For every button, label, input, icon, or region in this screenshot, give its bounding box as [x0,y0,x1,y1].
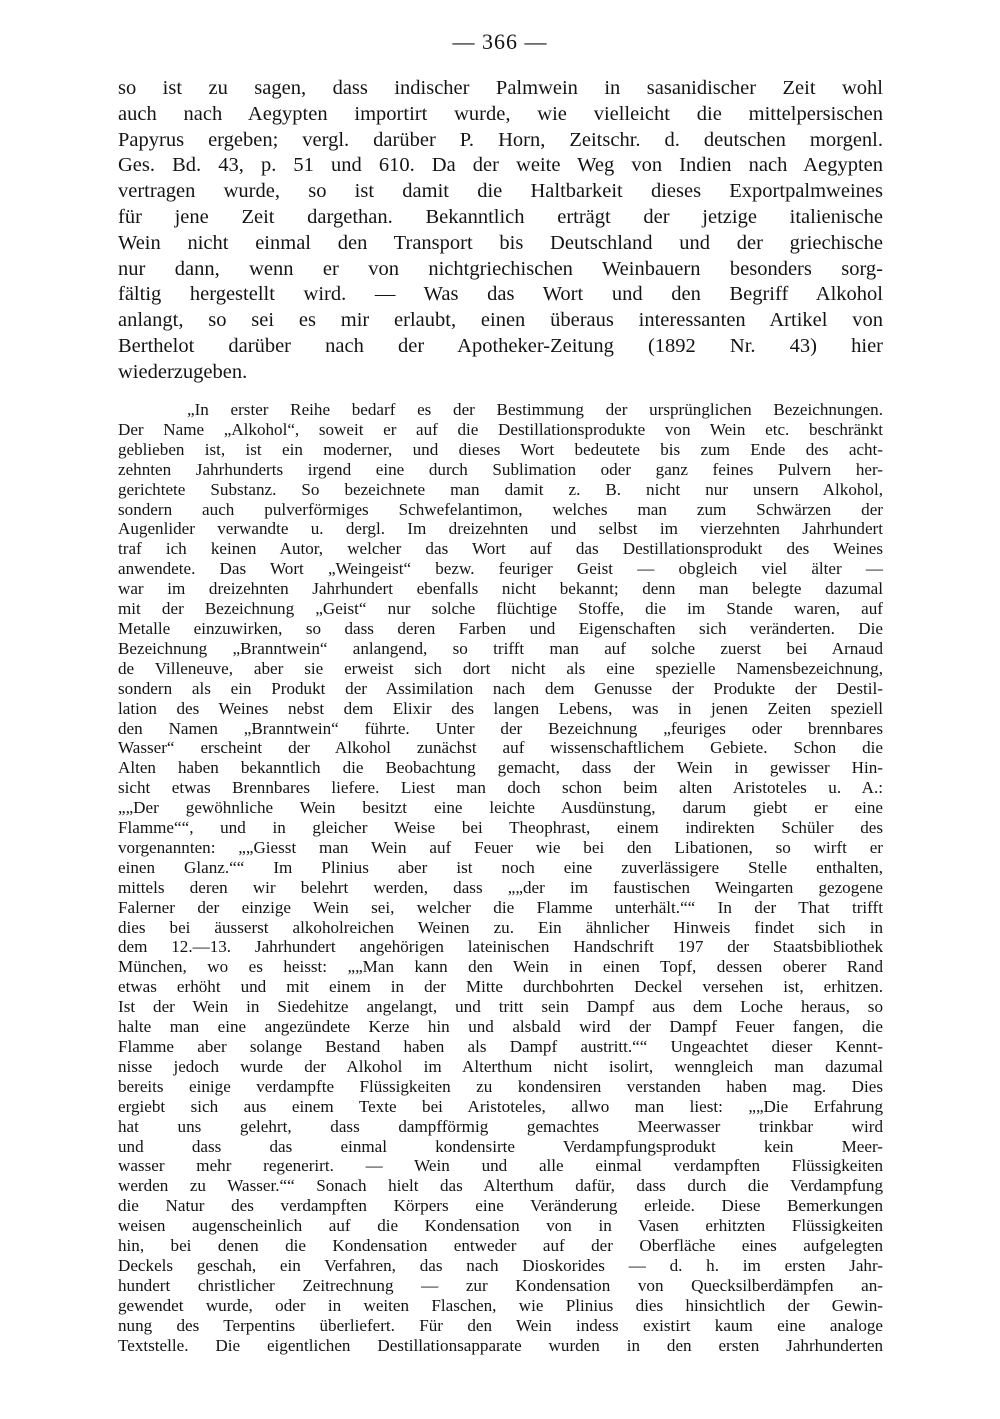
quote-text-line: Alten haben bekanntlich die Beobachtung gemacht, dass der Wein in gewisser Hin- [118,758,883,778]
quote-text-line: nisse jedoch wurde der Alkohol im Alterthum nicht isolirt, wenngleich man dazumal [118,1056,883,1076]
quote-text-line: Falerner der einzige Wein sei, welcher die Flamme unterhält.““ In der That trifft [118,897,883,917]
quote-text-line: Augenlider verwandte u. dergl. Im dreizehnten und selbst im vierzehnten Jahrhundert [118,519,883,539]
quote-text-line: anwendete. Das Wort „Weingeist“ bezw. feuriger Geist — obgleich viel älter — [118,559,883,579]
quote-text-line: Der Name „Alkohol“, soweit er auf die Destillationsprodukte von Wein etc. beschränkt [118,419,883,439]
quote-text-line: Deckels geschah, ein Verfahren, das nach Dioskorides — d. h. im ersten Jahr- [118,1255,883,1275]
body-paragraph [118,76,883,386]
body-text-line: anlangt, so sei es mir erlaubt, einen überaus interessanten Artikel von [118,309,883,332]
quote-text-line: sicht etwas Brennbares liefere. Liest man doch schon beim alten Aristoteles u. A.: [118,778,883,798]
body-text-line: Berthelot darüber nach der Apotheker-Zeitung (1892 Nr. 43) hier [118,334,883,357]
quote-text-line: etwas erhöht und mit einem in der Mitte durchbohrten Deckel versehen ist, erhitzen. [118,977,883,997]
quote-text-line: dies bei äusserst alkoholreichen Weinen zu. Ein ähnlicher Hinweis findet sich in [118,917,883,937]
quote-text-line: hundert christlicher Zeitrechnung — zur Kondensation von Quecksilberdämpfen an- [118,1275,883,1295]
body-text-line: vertragen wurde, so ist damit die Haltbarkeit dieses Exportpalmweines [118,180,883,203]
quote-text-line: werden zu Wasser.““ Sonach hielt das Alterthum dafür, dass durch die Verdampfung [118,1176,883,1196]
quote-text-line: wasser mehr regenerirt. — Wein und alle einmal verdampften Flüssigkeiten [118,1156,883,1176]
quote-text-line: hin, bei denen die Kondensation entweder auf der Oberfläche eines aufgelegten [118,1236,883,1256]
quote-text-line: Bezeichnung „Branntwein“ anlangend, so trifft man auf solche zuerst bei Arnaud [118,638,883,658]
quote-text-line: dem 12.—13. Jahrhundert angehörigen lateinischen Handschrift 197 der Staatsbibliothek [118,937,883,957]
quote-text-line: halte man eine angezündete Kerze hin und alsbald wird der Dampf Feuer fangen, die [118,1017,883,1037]
quote-text-line: de Villeneuve, aber sie erweist sich dort nicht als eine spezielle Namensbezeichnung, [118,658,883,678]
quote-text-line: München, wo es heisst: „„Man kann den Wein in einen Topf, dessen oberer Rand [118,957,883,977]
quote-text-line: sondern als ein Produkt der Assimilation nach dem Genusse der Produkte der Destil- [118,678,883,698]
quote-text-line: Ist der Wein in Siedehitze angelangt, und tritt sein Dampf aus dem Loche heraus, so [118,997,883,1017]
quote-text-line: traf ich keinen Autor, welcher das Wort auf das Destillationsprodukt des Weines [118,539,883,559]
quote-text-line: Metalle einzuwirken, so dass deren Farben und Eigenschaften sich veränderten. Die [118,618,883,638]
quote-text-line: „„Der gewöhnliche Wein besitzt eine leichte Ausdünstung, darum giebt er eine [118,798,883,818]
body-text-line: Wein nicht einmal den Transport bis Deutschland und der griechische [118,231,883,254]
quote-text-line: gerichtete Substanz. So bezeichnete man damit z. B. nicht nur unsern Alkohol, [118,479,883,499]
quote-text-line: „In erster Reihe bedarf es der Bestimmung der ursprünglichen Bezeichnungen. [187,400,883,419]
quote-text-line: lation des Weines nebst dem Elixir des langen Lebens, was in jenen Zeiten speziell [118,698,883,718]
body-text-line: auch nach Aegypten importirt wurde, wie vielleicht die mittelpersischen [118,102,883,125]
quote-text-line: und dass das einmal kondensirte Verdampfungsprodukt kein Meer- [118,1136,883,1156]
quote-text-line: geblieben ist, ist ein moderner, und dieses Wort bedeutete bis zum Ende des acht- [118,439,883,459]
quote-text-line: bereits einige verdampfte Flüssigkeiten zu kondensiren verstanden haben mag. Dies [118,1076,883,1096]
body-text-line: wiederzugeben. [118,360,248,383]
quote-text-line: gewendet wurde, oder in weiten Flaschen, wie Plinius dies hinsichtlich der Gewin- [118,1295,883,1315]
quote-text-line: Flamme aber solange Bestand haben als Dampf austritt.““ Ungeachtet dieser Kennt- [118,1037,883,1056]
quote-text-line: weisen augenscheinlich auf die Kondensation von in Vasen erhitzten Flüssigkeiten [118,1216,883,1236]
body-text-line: so ist zu sagen, dass indischer Palmwein in sasanidischer Zeit wohl [118,77,883,99]
quote-text-line: zehnten Jahrhunderts irgend eine durch Sublimation oder ganz feines Pulvern her- [118,459,883,479]
quote-text-line: mittels deren wir belehrt werden, dass „„der im faustischen Weingarten gezogene [118,877,883,897]
quote-text-line: die Natur des verdampften Körpers eine Veränderung erleide. Diese Bemerkungen [118,1196,883,1216]
quote-text-line: Textstelle. Die eigentlichen Destillationsapparate wurden in den ersten Jahrhunderten [118,1335,883,1355]
body-text-line: für jene Zeit dargethan. Bekanntlich erträgt der jetzige italienische [118,205,883,228]
quote-text-line: hat uns gelehrt, dass dampfförmig gemachtes Meerwasser trinkbar wird [118,1116,883,1136]
body-text-line: nur dann, wenn er von nichtgriechischen Weinbauern besonders sorg- [118,257,883,280]
quote-text-line: ergiebt sich aus einem Texte bei Aristoteles, allwo man liest: „„Die Erfahrung [118,1096,883,1116]
body-text-line: Papyrus ergeben; vergl. darüber P. Horn, Zeitschr. d. deutschen morgenl. [118,128,883,151]
body-text-line: Ges. Bd. 43, p. 51 und 610. Da der weite Weg von Indien nach Aegypten [118,154,883,177]
quote-text-line: vorgenannten: „„Giesst man Wein auf Feuer wie bei den Libationen, so wirft er [118,837,883,857]
quote-text-line: mit der Bezeichnung „Geist“ nur solche flüchtige Stoffe, die im Stande waren, auf [118,599,883,619]
page-number: — 366 — [452,29,548,54]
quote-text-line: einen Glanz.““ Im Plinius aber ist noch eine zuverlässigere Stelle enthalten, [118,857,883,877]
quoted-article-paragraph [118,400,883,1356]
quote-text-line: nung des Terpentins überliefert. Für den Wein indess existirt kaum eine analoge [118,1315,883,1335]
quote-text-line: Wasser“ erscheint der Alkohol zunächst auf wissenschaftlichem Gebiete. Schon die [118,738,883,758]
quote-text-line: war im dreizehnten Jahrhundert ebenfalls nicht bekannt; denn man belegte dazumal [118,579,883,599]
body-text-line: fältig hergestellt wird. — Was das Wort und den Begriff Alkohol [118,283,883,306]
quote-text-line: den Namen „Branntwein“ führte. Unter der Bezeichnung „feuriges oder brennbares [118,718,883,738]
quote-text-line: sondern auch pulverförmiges Schwefelantimon, welches man zum Schwärzen der [118,499,883,519]
quote-text-line: Flamme““, und in gleicher Weise bei Theophrast, einem indirekten Schüler des [118,818,883,838]
